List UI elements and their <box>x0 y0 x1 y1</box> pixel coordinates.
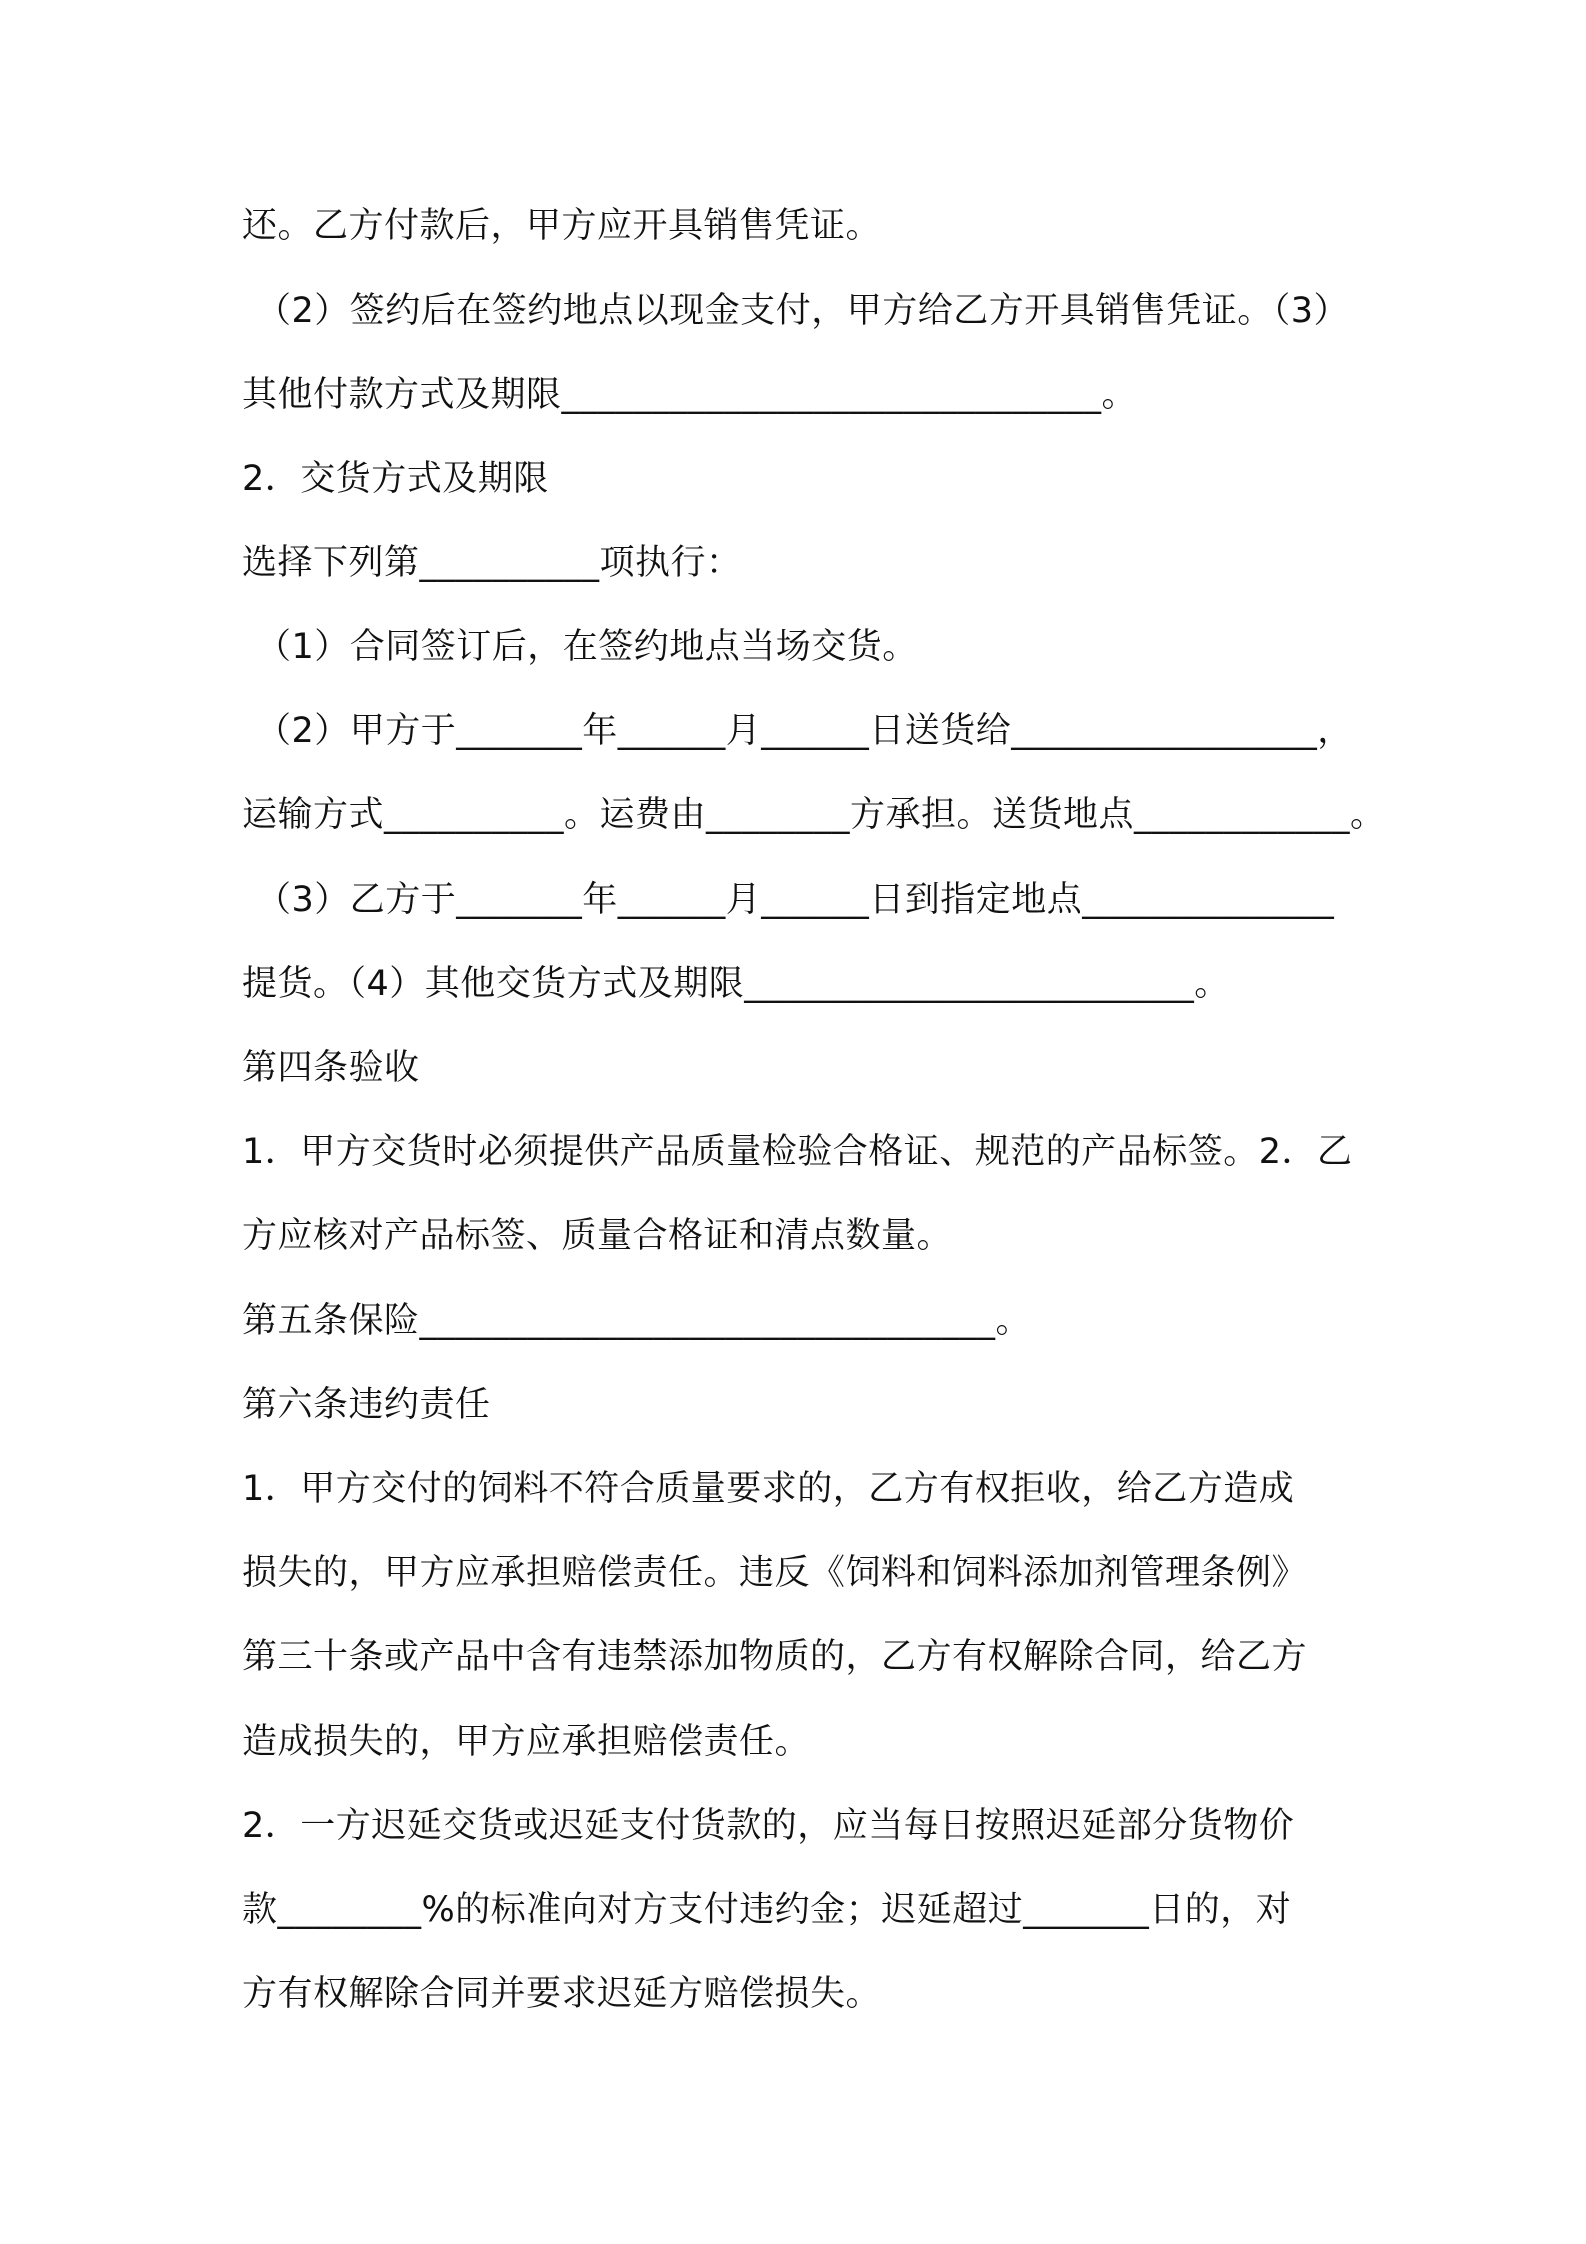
paragraph-line: （1）合同签订后，在签约地点当场交货。 <box>256 627 918 667</box>
paragraph-line: 运输方式__________。运费由________方承担。送货地点____________。 <box>242 795 1386 835</box>
paragraph-line: 款________%的标准向对方支付违约金；迟延超过_______日的，对 <box>242 1890 1292 1930</box>
paragraph-line: （2）签约后在签约地点以现金支付，甲方给乙方开具销售凭证。（3） <box>256 291 1350 331</box>
article-heading: 第五条保险________________________________。 <box>242 1301 1032 1341</box>
paragraph-line: 选择下列第__________项执行： <box>242 543 742 583</box>
paragraph-line: 方有权解除合同并要求迟延方赔偿损失。 <box>242 1974 882 2014</box>
paragraph-line: 提货。（4）其他交货方式及期限_________________________。 <box>242 964 1230 1004</box>
section-heading: 2．交货方式及期限 <box>242 459 549 499</box>
paragraph-line: 第三十条或产品中含有违禁添加物质的，乙方有权解除合同，给乙方 <box>242 1637 1308 1677</box>
paragraph-line: （3）乙方于_______年______月______日到指定地点______________ <box>256 880 1335 920</box>
paragraph-line: 方应核对产品标签、质量合格证和清点数量。 <box>242 1216 953 1256</box>
article-heading: 第四条验收 <box>242 1048 420 1088</box>
paragraph-line: 其他付款方式及期限______________________________。 <box>242 375 1138 415</box>
paragraph-line: 造成损失的，甲方应承担赔偿责任。 <box>242 1722 811 1762</box>
paragraph-line: 1．甲方交货时必须提供产品质量检验合格证、规范的产品标签。2．乙 <box>242 1132 1353 1172</box>
paragraph-line: 损失的，甲方应承担赔偿责任。违反《饲料和饲料添加剂管理条例》 <box>242 1553 1308 1593</box>
paragraph-line: 还。乙方付款后，甲方应开具销售凭证。 <box>242 206 882 246</box>
paragraph-line: （2）甲方于_______年______月______日送货给_________________， <box>256 711 1353 751</box>
paragraph-line: 1．甲方交付的饲料不符合质量要求的，乙方有权拒收，给乙方造成 <box>242 1469 1295 1509</box>
paragraph-line: 2．一方迟延交货或迟延支付货款的，应当每日按照迟延部分货物价 <box>242 1806 1295 1846</box>
article-heading: 第六条违约责任 <box>242 1385 491 1425</box>
